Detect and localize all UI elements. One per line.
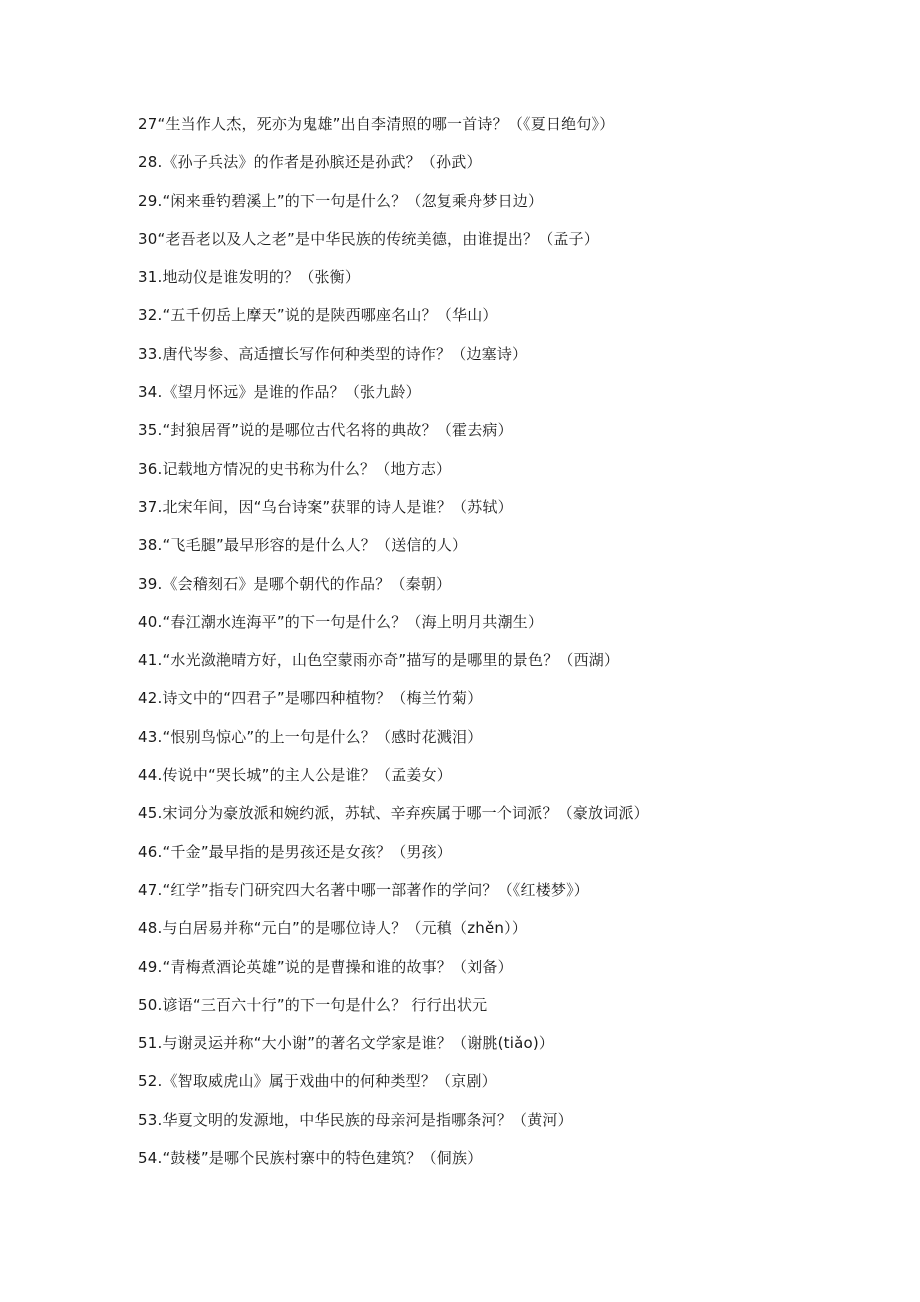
question-item: 42.诗文中的“四君子”是哪四种植物？（梅兰竹菊） [138,689,483,708]
question-item: 31.地动仪是谁发明的？（张衡） [138,268,361,287]
question-item: 30“老吾老以及人之老”是中华民族的传统美德，由谁提出？（孟子） [138,229,600,248]
question-item: 41.“水光潋滟晴方好，山色空蒙雨亦奇”描写的是哪里的景色？（西湖） [138,651,620,670]
question-item: 53.华夏文明的发源地，中华民族的母亲河是指哪条河？（黄河） [138,1110,573,1129]
question-item: 38.“飞毛腿”最早形容的是什么人？（送信的人） [138,536,468,555]
question-item: 45.宋词分为豪放派和婉约派，苏轼、辛弃疾属于哪一个词派？（豪放词派） [138,804,649,823]
question-item: 49.“青梅煮酒论英雄”说的是曹操和谁的故事？（刘备） [138,957,513,976]
question-item: 52.《智取威虎山》属于戏曲中的何种类型？（京剧） [138,1072,497,1091]
question-item: 51.与谢灵运并称“大小谢”的著名文学家是谁？（谢朓(tiǎo)） [138,1034,555,1053]
question-item: 37.北宋年间，因“乌台诗案”获罪的诗人是谁？（苏轼） [138,497,513,516]
question-item: 44.传说中“哭长城”的主人公是谁？（孟姜女） [138,766,452,785]
question-item: 47.“红学”指专门研究四大名著中哪一部著作的学问？（《红楼梦》） [138,880,589,899]
question-list [138,111,878,1183]
question-item: 48.与白居易并称“元白”的是哪位诗人？（元稹（zhěn）） [138,919,528,938]
question-item: 35.“封狼居胥”说的是哪位古代名将的典故？（霍去病） [138,421,513,440]
question-item: 40.“春江潮水连海平”的下一句是什么？（海上明月共潮生） [138,612,544,631]
question-item: 34.《望月怀远》是谁的作品？（张九龄） [138,383,421,402]
question-item: 32.“五千仞岳上摩天”说的是陕西哪座名山？（华山） [138,306,498,325]
question-item: 27“生当作人杰，死亦为鬼雄”出自李清照的哪一首诗？（《夏日绝句》） [138,115,615,133]
question-item: 36.记载地方情况的史书称为什么？（地方志） [138,459,452,478]
question-item: 29.“闲来垂钓碧溪上”的下一句是什么？（忽复乘舟梦日边） [138,191,544,210]
question-item: 28.《孙子兵法》的作者是孙膑还是孙武？（孙武） [138,153,482,172]
question-item: 54.“鼓楼”是哪个民族村寨中的特色建筑？（侗族） [138,1149,483,1168]
question-item: 33.唐代岑参、高适擅长写作何种类型的诗作？（边塞诗） [138,344,528,363]
question-item: 50.谚语“三百六十行”的下一句是什么？ 行行出状元 [138,995,488,1014]
question-item: 43.“恨别鸟惊心”的上一句是什么？（感时花溅泪） [138,727,483,746]
question-item: 46.“千金”最早指的是男孩还是女孩？（男孩） [138,842,452,861]
question-item: 39.《会稽刻石》是哪个朝代的作品？（秦朝） [138,574,452,593]
